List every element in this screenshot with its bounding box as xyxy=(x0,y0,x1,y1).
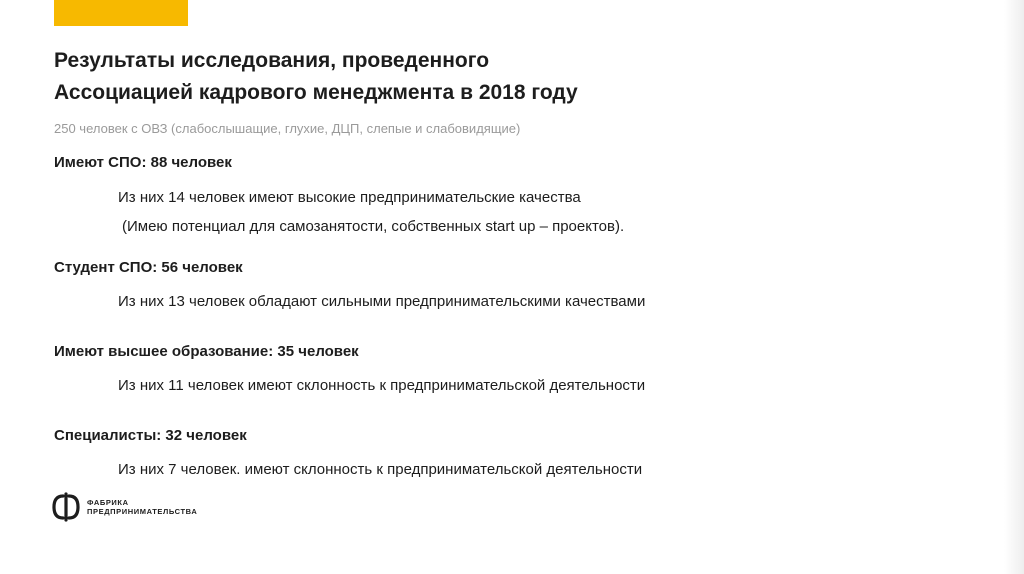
brand-logo-text xyxy=(87,498,197,516)
section-detail-higher-education-1: Из них 11 человек имеют склонность к предпринимательской деятельности xyxy=(118,377,646,394)
section-heading-spo: Имеют СПО: 88 человек xyxy=(54,154,232,171)
slide-title xyxy=(54,45,814,109)
section-heading-higher-education: Имеют высшее образование: 35 человек xyxy=(54,343,359,360)
slide-title-line-2: Ассоциацией кадрового менеджмента в 2018 году xyxy=(54,81,578,104)
section-detail-spo-1: Из них 14 человек имеют высокие предпринимательские качества xyxy=(118,189,581,206)
section-detail-specialists-1: Из них 7 человек. имеют склонность к предпринимательской деятельности xyxy=(118,461,643,478)
brand-logo-line-1: ФАБРИКА xyxy=(87,498,129,507)
brand-logo-line-2: ПРЕДПРИНИМАТЕЛЬСТВА xyxy=(87,507,198,516)
section-detail-spo-2: (Имею потенциал для самозанятости, собственных start up – проектов). xyxy=(122,218,625,235)
brand-logo-icon xyxy=(51,492,81,522)
section-heading-specialists: Специалисты: 32 человек xyxy=(54,427,247,444)
slide-subtitle: 250 человек с ОВЗ (слабослышащие, глухие, ДЦП, слепые и слабовидящие) xyxy=(54,121,521,136)
slide-title-line-1: Результаты исследования, проведенного xyxy=(54,49,490,72)
slide-edge-shadow xyxy=(1004,0,1024,574)
brand-logo xyxy=(51,492,197,522)
accent-bar xyxy=(54,0,188,26)
section-heading-student: Студент СПО: 56 человек xyxy=(54,259,243,276)
section-detail-student-1: Из них 13 человек обладают сильными предпринимательскими качествами xyxy=(118,293,646,310)
